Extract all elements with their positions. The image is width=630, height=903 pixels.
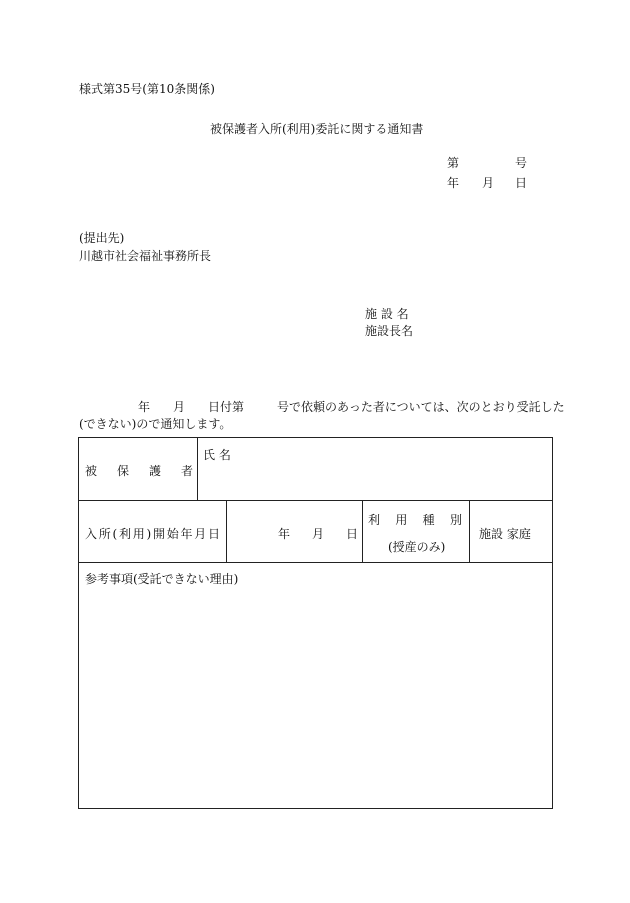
document-title: 被保護者入所(利用)委託に関する通知書 — [210, 122, 424, 136]
recipient-name: 川越市社会福祉事務所長 — [79, 249, 212, 263]
body-date-no: 日付第 — [208, 400, 245, 414]
facility-director-label: 施設長名 — [365, 324, 414, 338]
notes-label: 参考事項(受託できない理由) — [85, 572, 239, 586]
recipient-label: (提出先) — [79, 231, 125, 245]
usage-type-note: (授産のみ) — [388, 540, 446, 554]
usage-options: 施設 家庭 — [479, 527, 531, 541]
beneficiary-label: 被 保 護 者 — [85, 464, 193, 478]
doc-number-suffix: 号 — [515, 156, 528, 170]
date-month: 月 — [482, 176, 495, 190]
usage-type-label: 利 用 種 別 — [368, 513, 462, 527]
start-date-month: 月 — [312, 527, 325, 541]
date-year: 年 — [447, 176, 460, 190]
name-label: 氏 名 — [203, 448, 231, 462]
facility-name-label: 施 設 名 — [365, 307, 409, 321]
date-day: 日 — [515, 176, 528, 190]
body-line2: (できない)ので通知します。 — [79, 417, 232, 431]
table-divider — [197, 438, 198, 500]
doc-number-prefix: 第 — [447, 156, 460, 170]
body-rest: 号で依頼のあった者については、次のとおり受託した — [277, 400, 565, 414]
start-date-day: 日 — [346, 527, 359, 541]
form-id: 様式第35号(第10条関係) — [79, 82, 215, 96]
body-month: 月 — [173, 400, 186, 414]
start-date-label: 入所(利用)開始年月日 — [85, 527, 220, 541]
table-divider — [226, 501, 227, 562]
start-date-year: 年 — [278, 527, 291, 541]
body-year: 年 — [138, 400, 151, 414]
table-divider — [362, 501, 363, 562]
table-divider — [469, 501, 470, 562]
